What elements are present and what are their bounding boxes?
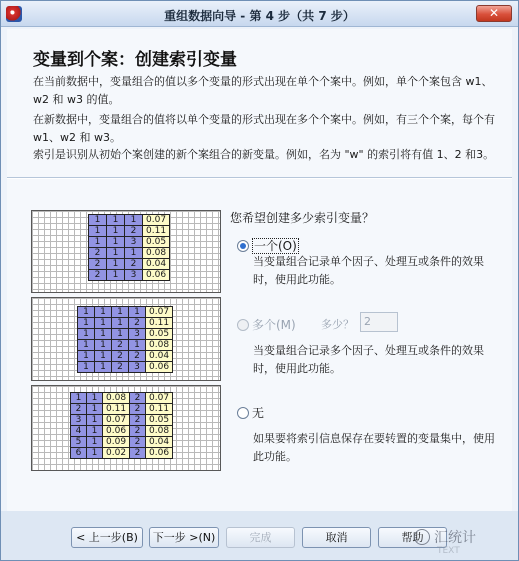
how-many-label: 多少？ <box>321 318 354 331</box>
illustration-cell: 1 <box>78 362 95 373</box>
illustration-cell: 4 <box>71 426 87 437</box>
illustration-cell: 2 <box>130 437 146 448</box>
illustration-cell: 1 <box>95 351 112 362</box>
illustration-cell: 1 <box>107 259 125 270</box>
illustration-cell: 1 <box>78 318 95 329</box>
illustration-cell: 1 <box>89 226 107 237</box>
illustration-row <box>89 226 170 237</box>
illustration-cell: 2 <box>112 340 129 351</box>
illustration-cell: 0.11 <box>103 404 130 415</box>
illustration-cell: 1 <box>89 215 107 226</box>
illustration-cell: 2 <box>130 404 146 415</box>
intro-paragraph-current: 在当前数据中，变量组合的值以多个变量的形式出现在单个个案中。例如，单个个案包含 w1、w2 和 w3 的值。 <box>33 75 493 106</box>
option-none[interactable] <box>237 404 264 421</box>
illustration-row <box>71 437 173 448</box>
illustration-cell: 1 <box>78 307 95 318</box>
illustration-cell: 1 <box>107 237 125 248</box>
illustration-cell: 0.08 <box>143 248 170 259</box>
option-multiple-label[interactable]: 多个(M) <box>252 318 296 332</box>
illustration-cell: 1 <box>107 270 125 281</box>
illustration-table-multiple <box>77 306 173 373</box>
illustration-cell: 0.06 <box>146 448 173 459</box>
illustration-cell: 2 <box>89 248 107 259</box>
section-divider <box>7 177 512 179</box>
illustration-cell: 1 <box>78 351 95 362</box>
illustration-cell: 0.05 <box>146 415 173 426</box>
illustration-cell: 0.08 <box>103 393 130 404</box>
illustration-cell: 2 <box>112 362 129 373</box>
option-one-label[interactable]: 一个(O) <box>254 239 297 253</box>
radio-none[interactable] <box>237 407 249 419</box>
illustration-cell: 2 <box>89 259 107 270</box>
illustration-multiple-index <box>31 297 221 381</box>
illustration-row <box>78 351 173 362</box>
option-multiple-description: 当变量组合记录多个因子、处理互或条件的效果时，使用此功能。 <box>253 344 484 375</box>
illustration-cell: 1 <box>87 448 103 459</box>
illustration-cell: 1 <box>95 362 112 373</box>
illustration-cell: 2 <box>130 448 146 459</box>
illustration-cell: 2 <box>130 426 146 437</box>
watermark-subtext: TEXT <box>437 546 460 556</box>
illustration-cell: 1 <box>112 318 129 329</box>
illustration-cell: 1 <box>112 329 129 340</box>
illustration-cell: 1 <box>107 215 125 226</box>
illustration-cell: 2 <box>71 404 87 415</box>
illustration-cell: 1 <box>78 329 95 340</box>
illustration-cell: 1 <box>95 329 112 340</box>
illustration-cell: 0.08 <box>146 426 173 437</box>
illustration-cell: 1 <box>87 393 103 404</box>
illustration-row <box>71 393 173 404</box>
illustration-cell: 0.08 <box>146 340 173 351</box>
illustration-cell: 2 <box>112 351 129 362</box>
illustration-cell: 3 <box>125 237 143 248</box>
intro-paragraph-new: 在新数据中，变量组合的值将以单个变量的形式出现在多个个案中。例如，有三个个案，每个有 w1、w2 和 w3。 <box>33 113 495 144</box>
radio-multiple[interactable] <box>237 319 249 331</box>
illustration-cell: 2 <box>129 318 146 329</box>
illustration-cell: 1 <box>71 393 87 404</box>
illustration-cell: 0.07 <box>143 215 170 226</box>
illustration-cell: 3 <box>125 270 143 281</box>
illustration-cell: 0.07 <box>146 307 173 318</box>
illustration-row <box>71 415 173 426</box>
illustration-no-index <box>31 385 221 471</box>
illustration-cell: 1 <box>87 415 103 426</box>
option-multiple[interactable] <box>237 316 296 333</box>
illustration-cell: 1 <box>87 404 103 415</box>
illustration-cell: 2 <box>130 415 146 426</box>
illustration-row <box>89 270 170 281</box>
cancel-button[interactable]: 取消 <box>302 527 371 548</box>
option-none-description: 如果要将索引信息保存在要转置的变量集中，使用此功能。 <box>253 432 495 463</box>
illustration-row <box>89 259 170 270</box>
watermark <box>414 527 476 547</box>
illustration-cell: 2 <box>89 270 107 281</box>
illustration-cell: 1 <box>129 340 146 351</box>
back-button[interactable]: < 上一步(B) <box>71 527 143 548</box>
radio-one[interactable] <box>237 240 249 252</box>
illustration-cell: 0.07 <box>103 415 130 426</box>
illustration-cell: 1 <box>95 307 112 318</box>
illustration-cell: 0.06 <box>143 270 170 281</box>
illustration-row <box>71 404 173 415</box>
illustration-cell: 1 <box>87 426 103 437</box>
illustration-cell: 1 <box>89 237 107 248</box>
illustration-cell: 1 <box>95 340 112 351</box>
illustration-cell: 2 <box>130 393 146 404</box>
illustration-cell: 5 <box>71 437 87 448</box>
illustration-row <box>78 329 173 340</box>
illustration-row <box>89 237 170 248</box>
illustration-cell: 3 <box>129 362 146 373</box>
illustration-cell: 3 <box>129 329 146 340</box>
illustration-cell: 0.04 <box>146 351 173 362</box>
page-title: 变量到个案：创建索引变量 <box>33 50 237 70</box>
illustration-row <box>89 215 170 226</box>
illustration-cell: 3 <box>71 415 87 426</box>
illustration-cell: 0.04 <box>143 259 170 270</box>
illustration-cell: 2 <box>129 351 146 362</box>
illustration-cell: 0.11 <box>143 226 170 237</box>
title-bar <box>1 1 518 27</box>
illustration-row <box>78 340 173 351</box>
finish-button[interactable]: 完成 <box>226 527 295 548</box>
illustration-cell: 1 <box>95 318 112 329</box>
illustration-cell: 6 <box>71 448 87 459</box>
illustration-cell: 1 <box>107 226 125 237</box>
illustration-cell: 2 <box>125 259 143 270</box>
illustration-cell: 0.06 <box>103 426 130 437</box>
illustration-row <box>71 448 173 459</box>
option-none-label[interactable]: 无 <box>252 406 265 420</box>
illustration-row <box>78 318 173 329</box>
illustration-row <box>89 248 170 259</box>
illustration-table-none <box>70 392 173 459</box>
illustration-cell: 1 <box>112 307 129 318</box>
illustration-cell: 1 <box>125 248 143 259</box>
illustration-table-one <box>88 214 170 281</box>
window-title: 重组数据向导 - 第 4 步（共 7 步） <box>164 9 355 23</box>
watermark-text: 汇统计 <box>434 530 476 546</box>
how-many-input[interactable]: 2 <box>360 312 398 332</box>
illustration-row <box>78 362 173 373</box>
illustration-cell: 1 <box>87 437 103 448</box>
next-button[interactable]: 下一步 >(N) <box>149 527 219 548</box>
illustration-cell: 0.04 <box>146 437 173 448</box>
illustration-cell: 1 <box>129 307 146 318</box>
close-button[interactable]: ✕ <box>476 5 512 22</box>
illustration-cell: 0.06 <box>146 362 173 373</box>
illustration-cell: 1 <box>107 248 125 259</box>
illustration-cell: 0.07 <box>146 393 173 404</box>
index-count-question: 您希望创建多少索引变量？ <box>230 211 375 225</box>
illustration-cell: 2 <box>125 226 143 237</box>
illustration-cell: 0.02 <box>103 448 130 459</box>
intro-paragraph-index: 索引是识别从初始个案创建的新个案组合的新变量。例如，名为 "w" 的索引将有值 1、2 和3。 <box>33 148 495 161</box>
help-button[interactable]: 帮助 <box>378 527 447 548</box>
option-one[interactable] <box>237 237 299 254</box>
illustration-cell: 1 <box>125 215 143 226</box>
illustration-cell: 0.11 <box>146 318 173 329</box>
illustration-cell: 0.11 <box>146 404 173 415</box>
illustration-cell: 1 <box>78 340 95 351</box>
watermark-logo-icon <box>414 529 430 545</box>
illustration-cell: 0.05 <box>143 237 170 248</box>
illustration-cell: 0.09 <box>103 437 130 448</box>
option-one-description: 当变量组合记录单个因子、处理互或条件的效果时，使用此功能。 <box>253 255 484 286</box>
illustration-one-index <box>31 210 221 293</box>
illustration-cell: 0.05 <box>146 329 173 340</box>
illustration-row <box>71 426 173 437</box>
illustration-row <box>78 307 173 318</box>
